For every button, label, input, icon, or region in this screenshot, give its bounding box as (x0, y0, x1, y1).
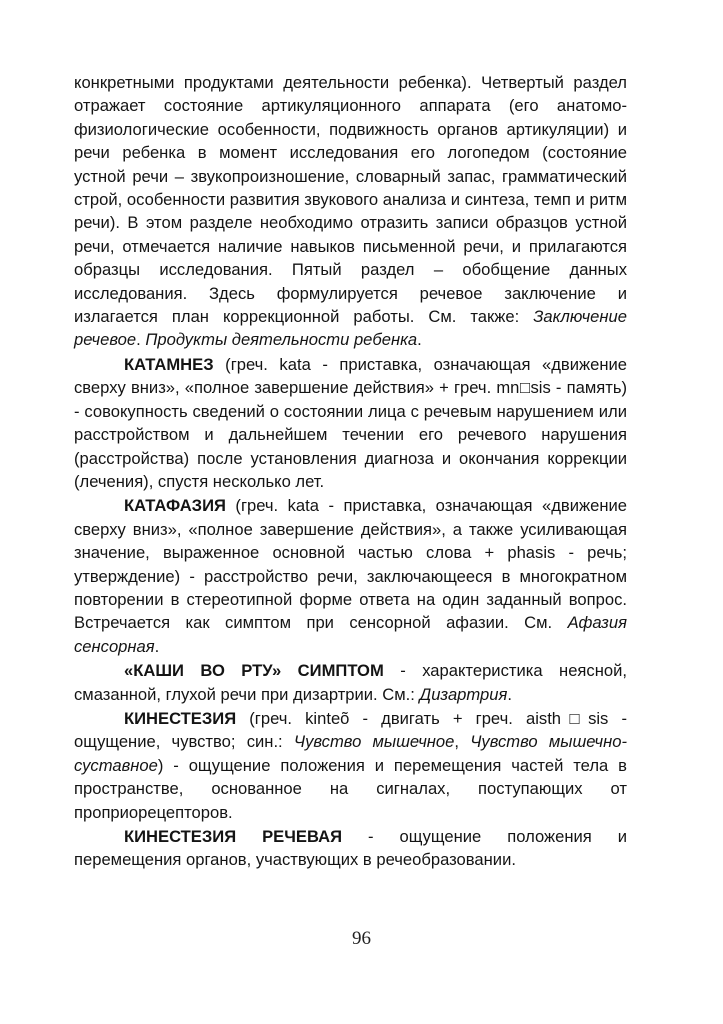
period: . (417, 330, 422, 350)
synonym-chuvstvo-myshechnoe: Чувство мышечное (293, 732, 455, 752)
term-katafaziya: КАТАФАЗИЯ (124, 496, 226, 516)
definition-katafaziya: (греч. kata - приставка, означающая «движение сверху вниз», «полное завершение действия», а также усиливающая значение, выраженное основной частью слова + phasis - речь; утверждение) - расстройство речи, заключающееся в многократном повторении в стереотипной форме ответа на один заданный вопрос. Встречается как симптом при сенсорной афазии. См. (74, 496, 627, 633)
entry-katafaziya (74, 494, 627, 658)
period: . (507, 684, 512, 704)
cross-reference-produkty: Продукты деятельности ребенка (145, 330, 418, 350)
entry-kashi-vo-rtu (74, 659, 627, 706)
entry-katamnez (74, 353, 627, 493)
period: . (154, 636, 160, 656)
paragraph-intro (74, 71, 627, 352)
definition-kinesteziya-rechevaya: - ощущение положения и перемещения органов, участвующих в речеобразовании. (74, 827, 627, 870)
term-katamnez: КАТАМНЕЗ (124, 354, 214, 374)
page-number: 96 (352, 928, 371, 949)
definition-kinesteziya-part1: (греч. kinteõ - двигать + греч. aisth□sis - ощущение, чувство; син.: (74, 708, 627, 752)
separator: , (454, 732, 471, 752)
intro-text: конкретными продуктами деятельности ребенка). Четвертый раздел отражает состояние артикуляционного аппарата (его анатомо-физиологические особенности, подвижность органов артикуляции) и речи ребенка в момент исследования его логопедом (состояние устной речи – звукопроизношение, словарный запас, грамматический строй, особенности развития звукового анализа и синтеза, темп и ритм речи). В этом разделе необходимо отразить записи образцов устной речи, отмечается наличие навыков письменной речи, и прилагаются образцы исследования. Пятый раздел – обобщение данных исследования. Здесь формулируется речевое заключение и излагается план коррекционной работы. См. также: (74, 73, 627, 327)
cross-reference-zaklyuchenie: Заключение речевое (74, 307, 627, 350)
definition-kinesteziya-part2: ) - ощущение положения и перемещения частей тела в пространстве, основанное на сигналах, поступающих от проприорецепторов. (74, 755, 627, 822)
page-body (74, 71, 627, 872)
term-kinesteziya-rechevaya: КИНЕСТЕЗИЯ РЕЧЕВАЯ (124, 827, 343, 846)
cross-reference-afaziya: Афазия сенсорная (74, 613, 627, 656)
entry-kinesteziya-rechevaya (74, 825, 627, 872)
separator: . (136, 330, 146, 350)
definition-katamnez: (греч. kata - приставка, означающая «движение сверху вниз», «полное завершение действия» + греч. mn□sis - память) - совокупность сведений о состоянии лица с речевым нарушением или расстройством и дальнейшем течении его речевого нарушения (расстройства) после установления диагноза и окончания коррекции (лечения), спустя несколько лет. (74, 354, 627, 491)
term-kinesteziya: КИНЕСТЕЗИЯ (124, 708, 237, 728)
cross-reference-dizartriya: Дизартрия (419, 684, 508, 704)
term-kashi-vo-rtu: «КАШИ ВО РТУ» СИМПТОМ (124, 661, 384, 681)
definition-kashi-vo-rtu: - характеристика неясной, смазанной, глухой речи при дизартрии. См.: (74, 661, 627, 704)
entry-kinesteziya (74, 707, 627, 824)
synonym-chuvstvo-myshechno-sustavnoe: Чувство мышечно-суставное (74, 732, 628, 775)
